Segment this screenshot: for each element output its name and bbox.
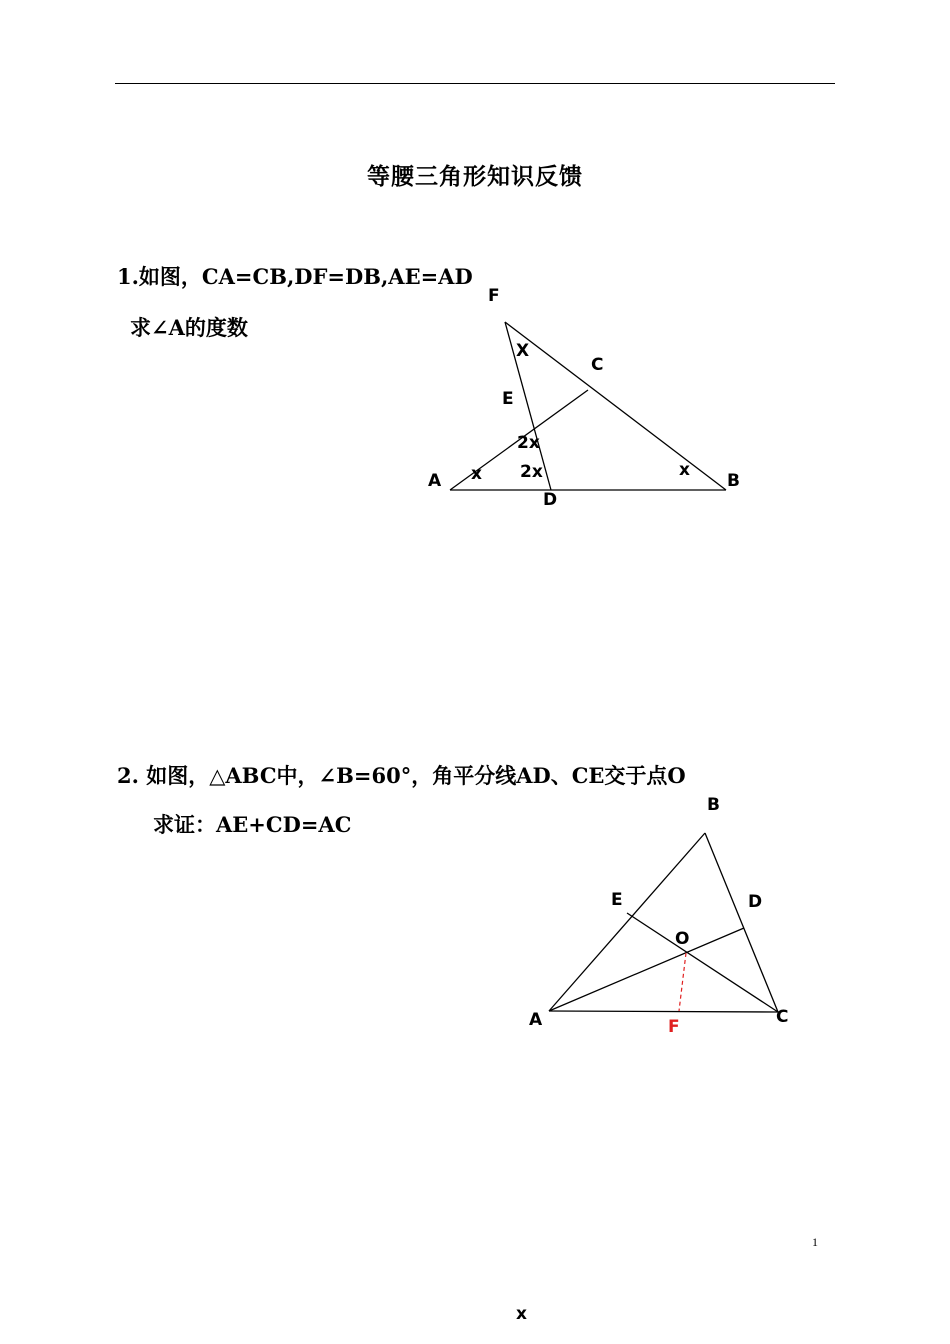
segment-ab2 [549,833,705,1011]
point-label-c2: C [776,1007,789,1027]
point-label-f1: F [488,286,500,306]
problem1-question: 求∠A的度数 [130,315,248,340]
point-label-o2: O [675,929,690,949]
segment-bc2 [705,833,778,1012]
segment-ac2 [549,1011,778,1012]
problem1-statement: 1.如图，CA=CB,DF=DB,AE=AD [117,264,473,289]
auxiliary-line-of [679,953,686,1011]
point-label-d2: D [748,892,763,912]
angle-label-2x-lower: 2x [520,462,543,482]
point-label-d1: D [543,490,558,510]
point-label-e1: E [502,389,514,409]
point-label-b1: B [727,471,740,491]
point-label-e2: E [611,890,623,910]
point-label-a1: A [428,471,442,491]
bisector-ad [549,928,744,1011]
angle-label-a: x [471,464,482,484]
bisector-ce [627,913,778,1012]
angle-label-b: x [679,460,690,480]
point-label-b2: B [707,795,720,815]
page-title: 等腰三角形知识反馈 [367,163,583,190]
page-number: 1 [812,1235,818,1249]
figure2 [549,833,778,1012]
footer-mark: x [516,1304,527,1324]
problem2-statement: 2. 如图，△ABC中，∠B=60°，角平分线AD、CE交于点O [117,763,686,788]
angle-label-f: X [516,341,530,361]
angle-label-2x-upper: 2x [517,433,540,453]
point-label-a2: A [529,1010,543,1030]
point-label-c1: C [591,355,604,375]
point-label-f2: F [668,1017,680,1037]
problem2-question: 求证：AE+CD=AC [153,812,352,837]
